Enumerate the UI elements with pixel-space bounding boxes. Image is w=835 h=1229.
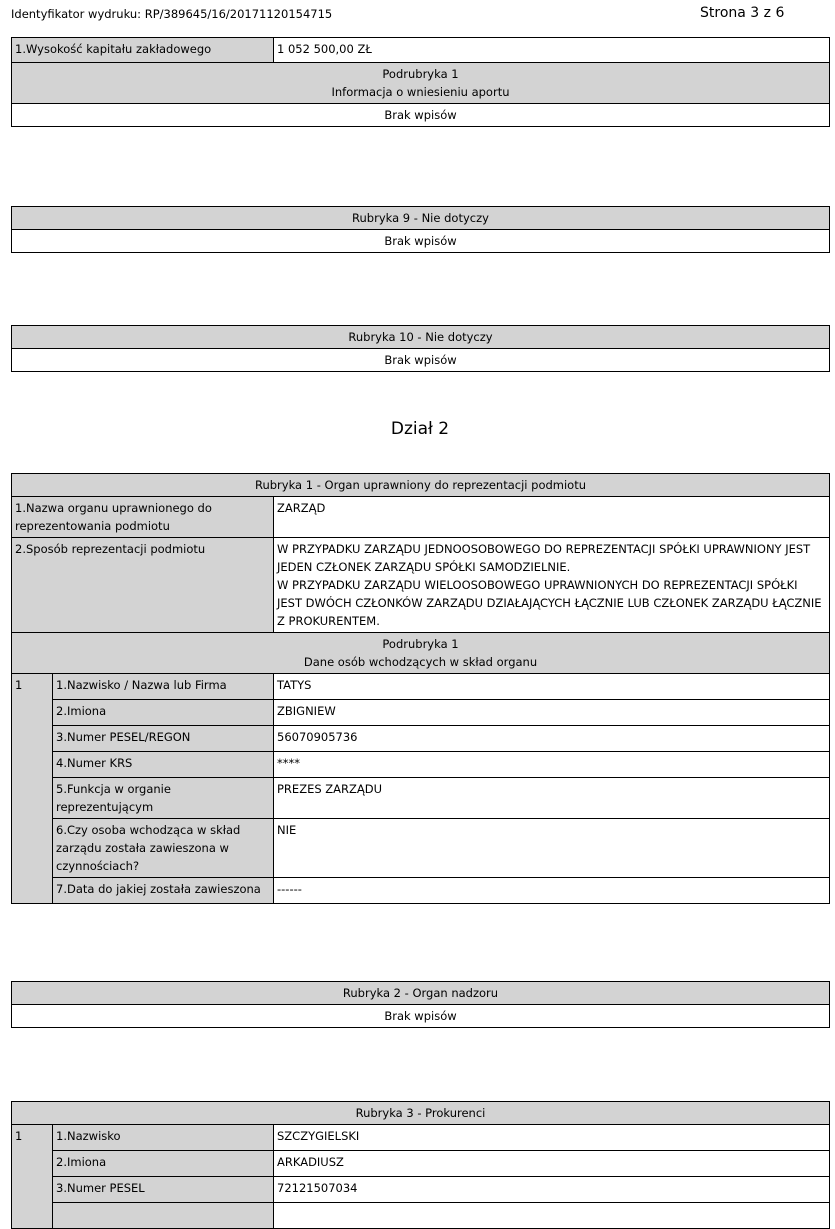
field-label: 2.Sposób reprezentacji podmiotu [12,538,274,633]
subsection-header [12,633,830,674]
section-title: Rubryka 1 - Organ uprawniony do reprezentacji podmiotu [12,474,830,497]
person-field-value [274,1203,830,1229]
subsection-title: Dane osób wchodzących w skład organu [303,655,538,669]
capital-value: 1 052 500,00 ZŁ [274,38,830,63]
print-identifier: Identyfikator wydruku: RP/389645/16/20171120154715 [11,7,333,21]
subsection-number: Podrubryka 1 [382,67,459,81]
person-field-label: 2.Imiona [53,1151,274,1177]
person-number: 1 [12,674,53,904]
person-field-label: 1.Nazwisko [53,1125,274,1151]
person-field-label: 3.Numer PESEL [53,1177,274,1203]
no-entries: Brak wpisów [12,349,830,372]
person-field-value: TATYS [274,674,830,700]
person-field-label [53,1203,274,1229]
person-field-value: 56070905736 [274,726,830,752]
section-title: Rubryka 10 - Nie dotyczy [12,326,830,349]
rubryka-1-table [11,473,830,904]
section-title: Rubryka 2 - Organ nadzoru [12,982,830,1005]
person-field-value: **** [274,752,830,778]
no-entries: Brak wpisów [12,104,830,127]
person-field-label: 4.Numer KRS [53,752,274,778]
person-field-value: NIE [274,819,830,878]
person-field-value: ARKADIUSZ [274,1151,830,1177]
rubryka-2-table [11,981,830,1028]
person-field-value: SZCZYGIELSKI [274,1125,830,1151]
field-value [274,538,830,633]
representation-paragraph: W PRZYPADKU ZARZĄDU WIELOOSOBOWEGO UPRAWNIONYCH DO REPREZENTACJI SPÓŁKI JEST DWÓCH CZŁONKÓW ZARZĄDU DZIAŁAJĄCYCH ŁĄCZNIE LUB CZŁONEK ZARZĄDU ŁĄCZNIE Z PROKURENTEM. [277,578,822,628]
section-title: Rubryka 9 - Nie dotyczy [12,207,830,230]
person-field-label: 1.Nazwisko / Nazwa lub Firma [53,674,274,700]
field-label: 1.Nazwa organu uprawnionego do reprezentowania podmiotu [12,497,274,538]
field-value: ZARZĄD [274,497,830,538]
capital-label: 1.Wysokość kapitału zakładowego [12,38,274,63]
subsection-number: Podrubryka 1 [382,637,459,651]
representation-paragraph: W PRZYPADKU ZARZĄDU JEDNOOSOBOWEGO DO REPREZENTACJI SPÓŁKI UPRAWNIONY JEST JEDEN CZŁONEK ZARZĄDU SPÓŁKI SAMODZIELNIE. [277,542,811,574]
person-number: 1 [12,1125,53,1229]
capital-table [11,37,830,127]
no-entries: Brak wpisów [12,1005,830,1028]
rubryka-3-table [11,1101,830,1229]
section-title: Rubryka 3 - Prokurenci [12,1102,830,1125]
rubryka-10-table [11,325,830,372]
subsection-title: Informacja o wniesieniu aportu [331,85,510,99]
no-entries: Brak wpisów [12,230,830,253]
person-field-label: 3.Numer PESEL/REGON [53,726,274,752]
rubryka-9-table [11,206,830,253]
person-field-value: ZBIGNIEW [274,700,830,726]
person-field-label: 2.Imiona [53,700,274,726]
person-field-value: ------ [274,878,830,904]
subsection-header [12,63,830,104]
page-number: Strona 3 z 6 [700,5,785,21]
person-field-value: PREZES ZARZĄDU [274,778,830,819]
person-field-label: 5.Funkcja w organie reprezentującym [53,778,274,819]
person-field-label: 6.Czy osoba wchodząca w skład zarządu została zawieszona w czynnościach? [53,819,274,878]
person-field-label: 7.Data do jakiej została zawieszona [53,878,274,904]
person-field-value: 72121507034 [274,1177,830,1203]
division-title: Dział 2 [390,419,450,439]
